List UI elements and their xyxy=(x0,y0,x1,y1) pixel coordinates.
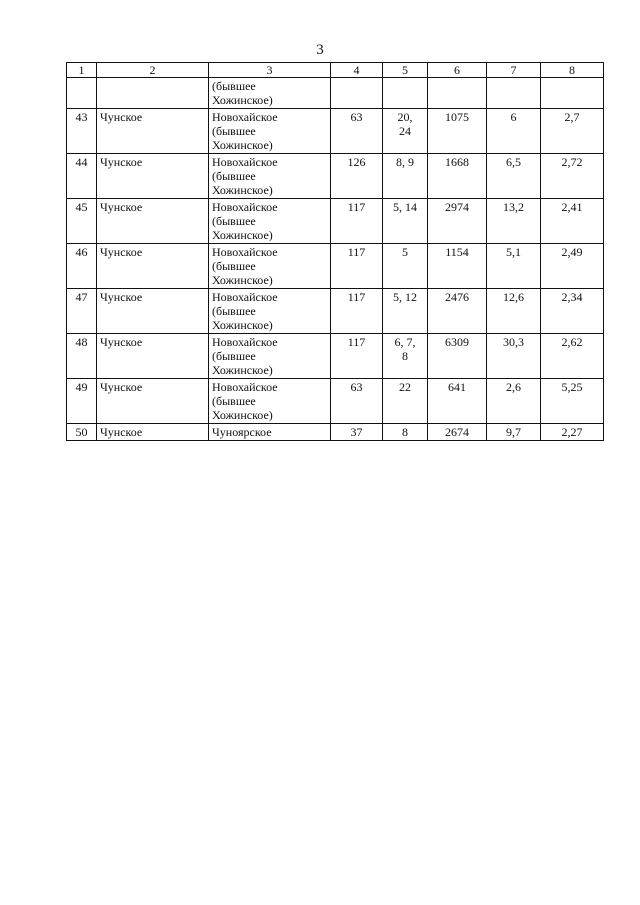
cell-col4: 117 xyxy=(331,289,383,334)
table-row xyxy=(67,289,604,334)
cell-location: Новохайское (бывшее Хожинское) xyxy=(209,379,331,424)
table-header-row xyxy=(67,63,604,78)
table-row xyxy=(67,154,604,199)
column-header: 3 xyxy=(209,63,331,78)
cell-col7 xyxy=(487,78,541,109)
cell-col4: 126 xyxy=(331,154,383,199)
cell-region: Чунское xyxy=(97,379,209,424)
cell-col8: 2,41 xyxy=(541,199,604,244)
cell-number: 47 xyxy=(67,289,97,334)
cell-col7: 6,5 xyxy=(487,154,541,199)
cell-col8: 5,25 xyxy=(541,379,604,424)
cell-col4: 117 xyxy=(331,244,383,289)
cell-col5 xyxy=(383,78,428,109)
column-header: 7 xyxy=(487,63,541,78)
cell-col4: 63 xyxy=(331,109,383,154)
cell-col5: 5 xyxy=(383,244,428,289)
column-header: 1 xyxy=(67,63,97,78)
cell-col5: 8 xyxy=(383,424,428,441)
cell-col6: 2476 xyxy=(428,289,487,334)
cell-col7: 12,6 xyxy=(487,289,541,334)
column-header: 8 xyxy=(541,63,604,78)
table-row xyxy=(67,379,604,424)
cell-number xyxy=(67,78,97,109)
cell-col6: 641 xyxy=(428,379,487,424)
cell-region: Чунское xyxy=(97,154,209,199)
cell-col5: 5, 14 xyxy=(383,199,428,244)
cell-col8: 2,62 xyxy=(541,334,604,379)
cell-location: (бывшее Хожинское) xyxy=(209,78,331,109)
cell-col8: 2,7 xyxy=(541,109,604,154)
cell-location: Новохайское (бывшее Хожинское) xyxy=(209,289,331,334)
cell-col8: 2,27 xyxy=(541,424,604,441)
column-header: 4 xyxy=(331,63,383,78)
cell-location: Новохайское (бывшее Хожинское) xyxy=(209,334,331,379)
cell-col6: 1668 xyxy=(428,154,487,199)
table-row xyxy=(67,244,604,289)
table-row xyxy=(67,199,604,244)
cell-number: 48 xyxy=(67,334,97,379)
cell-col6: 2674 xyxy=(428,424,487,441)
cell-col6: 6309 xyxy=(428,334,487,379)
cell-region: Чунское xyxy=(97,109,209,154)
cell-number: 43 xyxy=(67,109,97,154)
table-row-continuation xyxy=(67,78,604,109)
cell-number: 45 xyxy=(67,199,97,244)
column-header: 5 xyxy=(383,63,428,78)
cell-col7: 6 xyxy=(487,109,541,154)
cell-location: Новохайское (бывшее Хожинское) xyxy=(209,244,331,289)
cell-col7: 9,7 xyxy=(487,424,541,441)
cell-col4: 117 xyxy=(331,334,383,379)
cell-region: Чунское xyxy=(97,199,209,244)
cell-col6 xyxy=(428,78,487,109)
cell-region xyxy=(97,78,209,109)
cell-col6: 1154 xyxy=(428,244,487,289)
cell-location: Новохайское (бывшее Хожинское) xyxy=(209,109,331,154)
cell-col4: 63 xyxy=(331,379,383,424)
cell-col6: 1075 xyxy=(428,109,487,154)
cell-col5: 22 xyxy=(383,379,428,424)
cell-number: 49 xyxy=(67,379,97,424)
cell-region: Чунское xyxy=(97,334,209,379)
cell-region: Чунское xyxy=(97,424,209,441)
table-row xyxy=(67,424,604,441)
cell-col4: 37 xyxy=(331,424,383,441)
cell-col7: 5,1 xyxy=(487,244,541,289)
cell-col5: 5, 12 xyxy=(383,289,428,334)
cell-col8: 2,34 xyxy=(541,289,604,334)
cell-region: Чунское xyxy=(97,289,209,334)
column-header: 6 xyxy=(428,63,487,78)
cell-col6: 2974 xyxy=(428,199,487,244)
cell-col5: 20, 24 xyxy=(383,109,428,154)
cell-location: Чуноярское xyxy=(209,424,331,441)
column-header: 2 xyxy=(97,63,209,78)
cell-col4 xyxy=(331,78,383,109)
page-number: 3 xyxy=(316,42,324,58)
cell-col5: 8, 9 xyxy=(383,154,428,199)
cell-col4: 117 xyxy=(331,199,383,244)
cell-number: 50 xyxy=(67,424,97,441)
cell-col5: 6, 7, 8 xyxy=(383,334,428,379)
cell-location: Новохайское (бывшее Хожинское) xyxy=(209,199,331,244)
cell-col7: 30,3 xyxy=(487,334,541,379)
cell-number: 44 xyxy=(67,154,97,199)
cell-location: Новохайское (бывшее Хожинское) xyxy=(209,154,331,199)
table-row xyxy=(67,334,604,379)
cell-col8: 2,72 xyxy=(541,154,604,199)
cell-col8 xyxy=(541,78,604,109)
cell-region: Чунское xyxy=(97,244,209,289)
table-row xyxy=(67,109,604,154)
data-table xyxy=(66,62,604,441)
cell-number: 46 xyxy=(67,244,97,289)
cell-col8: 2,49 xyxy=(541,244,604,289)
cell-col7: 2,6 xyxy=(487,379,541,424)
cell-col7: 13,2 xyxy=(487,199,541,244)
